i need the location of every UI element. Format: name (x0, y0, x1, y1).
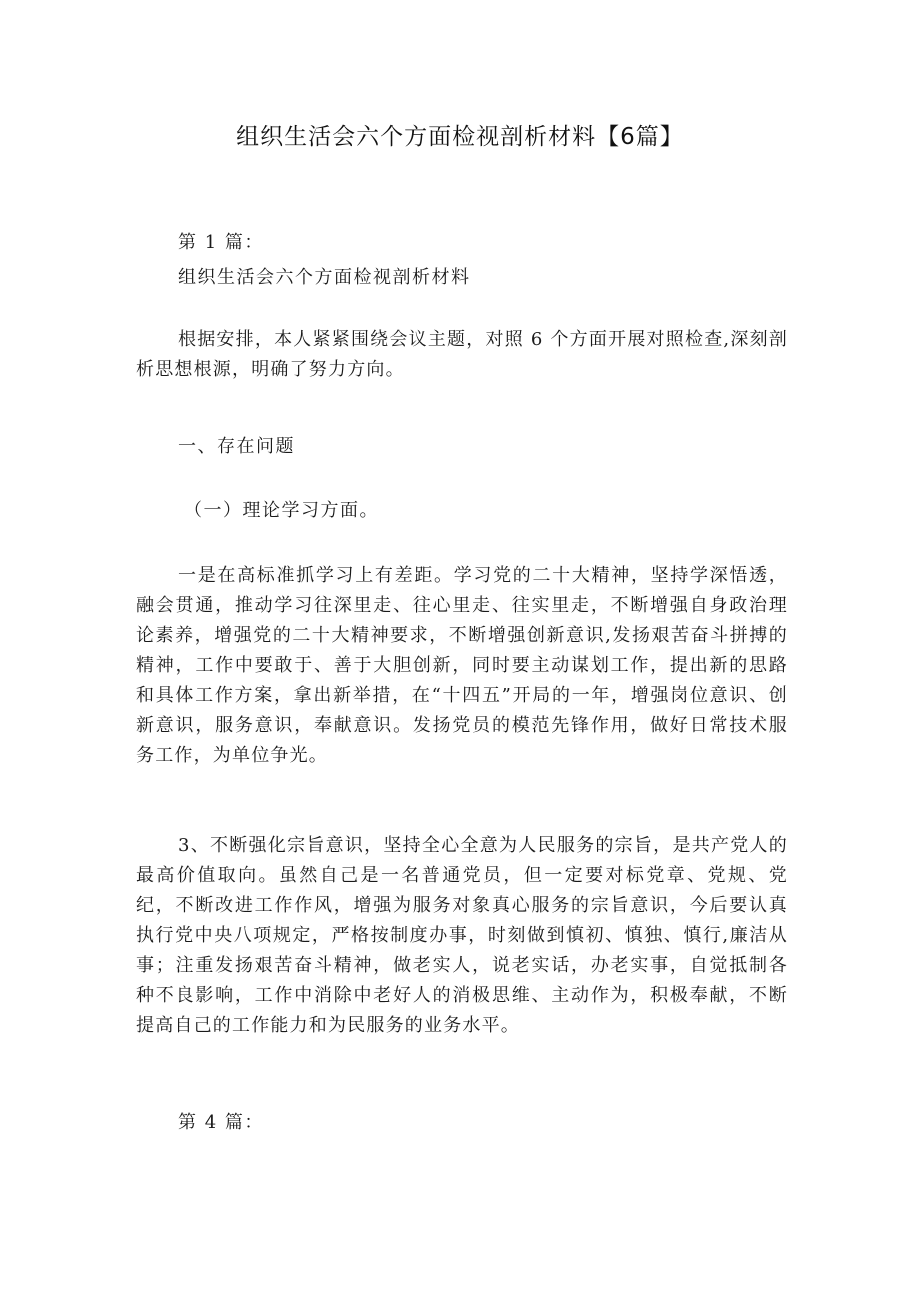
part1-subtitle: 组织生活会六个方面检视剖析材料 (178, 267, 471, 288)
paragraph-1: 一是在高标准抓学习上有差距。学习党的二十大精神，坚持学深悟透，融会贯通，推动学习往深里走、往心里走、往实里走，不断增强自身政治理论素养，增强党的二十大精神要求，不断增强创新意识,发扬艰苦奋斗拼搏的精神，工作中要敢于、善于大胆创新，同时要主动谋划工作，提出新的思路和具体工作方案，拿出新举措，在“十四五”开局的一年，增强岗位意识、创新意识，服务意识，奉献意识。发扬党员的模范先锋作用，做好日常技术服务工作，为单位争光。 (136, 565, 788, 766)
intro-paragraph: 根据安排，本人紧紧围绕会议主题，对照 6 个方面开展对照检查,深刻剖析思想根源，明确了努力方向。 (136, 329, 788, 380)
paragraph-2: 3、不断强化宗旨意识，坚持全心全意为人民服务的宗旨，是共产党人的最高价值取向。虽然自己是一名普通党员，但一定要对标党章、党规、党纪，不断改进工作作风，增强为服务对象真心服务的宗旨意识，今后要认真执行党中央八项规定，严格按制度办事，时刻做到慎初、慎独、慎行,廉洁从事；注重发扬艰苦奋斗精神，做老实人，说老实话，办老实事，自觉抵制各种不良影响，工作中消除中老好人的消极思维、主动作为，积极奉献，不断提高自己的工作能力和为民服务的业务水平。 (136, 835, 788, 1036)
part1-label: 第 1 篇： (178, 232, 264, 253)
section1-heading: 一、存在问题 (178, 436, 295, 457)
subsection1-heading: （一）理论学习方面。 (184, 500, 379, 521)
document-title: 组织生活会六个方面检视剖析材料【6篇】 (236, 124, 684, 150)
part4-label: 第 4 篇： (178, 1112, 264, 1133)
